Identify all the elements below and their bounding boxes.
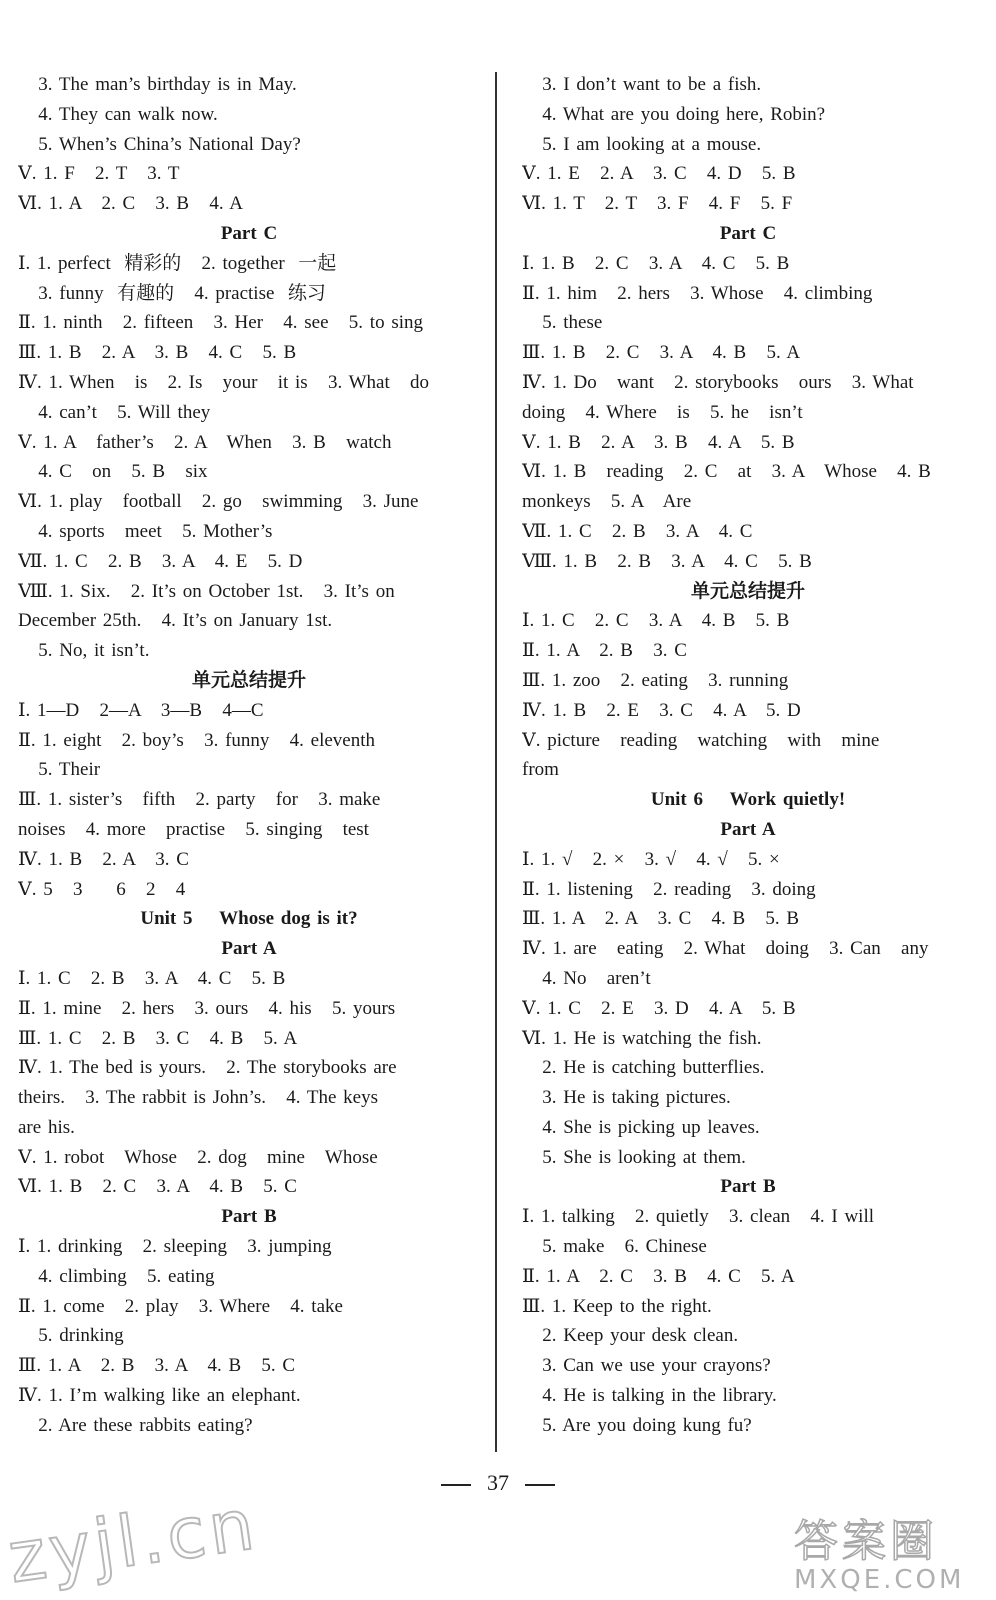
section-heading: Part B: [720, 1176, 776, 1198]
answer-line: Ⅳ. 1. Do want 2. storybooks ours 3. What: [522, 371, 914, 393]
answer-line: 4. He is talking in the library.: [522, 1385, 777, 1407]
answer-line: 5. drinking: [18, 1325, 124, 1347]
section-heading: Part A: [221, 938, 277, 960]
answer-line: Ⅵ. 1. B 2. C 3. A 4. B 5. C: [18, 1176, 297, 1198]
column-divider: [495, 72, 497, 1452]
answer-line: Ⅲ. 1. Keep to the right.: [522, 1295, 712, 1317]
answer-line: 3. funny 有趣的 4. practise 练习: [18, 282, 326, 304]
answer-line: noises 4. more practise 5. singing test: [18, 818, 369, 840]
answer-line: monkeys 5. A Are: [522, 491, 692, 513]
answer-line: 5. Are you doing kung fu?: [522, 1414, 752, 1436]
answer-line: Ⅰ. 1. C 2. C 3. A 4. B 5. B: [522, 610, 790, 632]
answer-line: Ⅵ. 1. T 2. T 3. F 4. F 5. F: [522, 193, 793, 215]
answer-line: Ⅴ. 1. A father’s 2. A When 3. B watch: [18, 431, 392, 453]
answer-line: 4. What are you doing here, Robin?: [522, 103, 826, 125]
answer-line: Ⅲ. 1. sister’s fifth 2. party for 3. make: [18, 789, 381, 811]
answer-line: Ⅵ. 1. play football 2. go swimming 3. June: [18, 491, 419, 513]
answer-line: Ⅲ. 1. zoo 2. eating 3. running: [522, 669, 789, 691]
footer-dash-right: [525, 1484, 555, 1486]
answer-line: 3. Can we use your crayons?: [522, 1355, 771, 1377]
section-heading: Unit 6 Work quietly!: [650, 789, 846, 811]
answer-line: 5. these: [522, 312, 603, 334]
answer-line: 5. When’s China’s National Day?: [18, 133, 301, 155]
answer-line: Ⅴ. picture reading watching with mine: [522, 729, 880, 751]
answer-line: Ⅰ. 1. talking 2. quietly 3. clean 4. I will: [522, 1206, 875, 1228]
answer-line: 5. Their: [18, 759, 101, 781]
section-heading: Part C: [719, 222, 777, 244]
answer-line: Ⅳ. 1. are eating 2. What doing 3. Can any: [522, 938, 929, 960]
left-answer-column: [18, 70, 480, 1441]
watermark-logo-text: 答案圈: [794, 1516, 938, 1567]
answer-line: Ⅱ. 1. him 2. hers 3. Whose 4. climbing: [522, 282, 873, 304]
answer-line: Ⅰ. 1. B 2. C 3. A 4. C 5. B: [522, 252, 790, 274]
answer-line: Ⅵ. 1. B reading 2. C at 3. A Whose 4. B: [522, 461, 931, 483]
answer-line: Ⅱ. 1. A 2. B 3. C: [522, 640, 687, 662]
answer-line: Ⅱ. 1. come 2. play 3. Where 4. take: [18, 1295, 343, 1317]
page-number: 37: [487, 1470, 509, 1495]
answer-line: Ⅵ. 1. A 2. C 3. B 4. A: [18, 193, 244, 215]
answer-line: 5. No, it isn’t.: [18, 640, 150, 662]
answer-line: 3. The man’s birthday is in May.: [18, 74, 297, 95]
section-heading: 单元总结提升: [191, 669, 306, 691]
answer-line: 4. She is picking up leaves.: [522, 1116, 760, 1138]
watermark-zyjl: zyjl.cn: [3, 1482, 263, 1600]
answer-line: 2. He is catching butterflies.: [522, 1057, 765, 1079]
answer-line: are his.: [18, 1116, 75, 1138]
answer-line: 4. climbing 5. eating: [18, 1265, 215, 1287]
answer-line: Ⅶ. 1. C 2. B 3. A 4. E 5. D: [18, 550, 303, 572]
answer-line: Ⅲ. 1. B 2. A 3. B 4. C 5. B: [18, 342, 297, 364]
answer-line: Ⅰ. 1—D 2—A 3—B 4—C: [18, 699, 264, 721]
answer-line: Ⅰ. 1. √ 2. × 3. √ 4. √ 5. ×: [522, 848, 780, 870]
answer-line: Ⅴ. 1. C 2. E 3. D 4. A 5. B: [522, 997, 796, 1019]
answer-line: Ⅳ. 1. B 2. A 3. C: [18, 848, 189, 870]
page-footer: [0, 1470, 996, 1496]
footer-dash-left: [441, 1484, 471, 1486]
answer-line: Ⅰ. 1. drinking 2. sleeping 3. jumping: [18, 1236, 332, 1258]
answer-line: Ⅴ. 1. B 2. A 3. B 4. A 5. B: [522, 431, 795, 453]
answer-line: Ⅷ. 1. B 2. B 3. A 4. C 5. B: [522, 550, 812, 572]
answer-line: Ⅷ. 1. Six. 2. It’s on October 1st. 3. It’s on: [18, 580, 395, 602]
answer-line: from: [522, 759, 559, 781]
answer-line: Ⅱ. 1. ninth 2. fifteen 3. Her 4. see 5. to sing: [18, 312, 423, 334]
answer-line: Ⅴ. 5 3 6 2 4: [18, 878, 186, 900]
answer-line: Ⅲ. 1. B 2. C 3. A 4. B 5. A: [522, 342, 801, 364]
answer-line: 2. Keep your desk clean.: [522, 1325, 739, 1347]
section-heading: Part B: [221, 1206, 277, 1228]
answer-line: Ⅱ. 1. mine 2. hers 3. ours 4. his 5. yours: [18, 997, 396, 1019]
answer-line: Ⅱ. 1. eight 2. boy’s 3. funny 4. eleventh: [18, 729, 376, 751]
answer-line: Ⅳ. 1. B 2. E 3. C 4. A 5. D: [522, 699, 801, 721]
answer-line: Ⅰ. 1. perfect 精彩的 2. together 一起: [18, 252, 337, 274]
answer-line: Ⅱ. 1. A 2. C 3. B 4. C 5. A: [522, 1265, 795, 1287]
answer-line: 4. No aren’t: [522, 967, 651, 989]
watermark-mxqe-logo: [794, 1505, 984, 1595]
answer-line: Ⅲ. 1. A 2. B 3. A 4. B 5. C: [18, 1355, 296, 1377]
answer-line: 4. can’t 5. Will they: [18, 401, 211, 423]
answer-line: 4. They can walk now.: [18, 103, 218, 125]
answer-line: December 25th. 4. It’s on January 1st.: [18, 610, 333, 632]
section-heading: Unit 5 Whose dog is it?: [140, 908, 358, 930]
right-answer-column: [522, 70, 974, 1441]
section-heading: Part A: [720, 818, 776, 840]
answer-line: 3. He is taking pictures.: [522, 1087, 731, 1109]
answer-line: Ⅲ. 1. A 2. A 3. C 4. B 5. B: [522, 908, 800, 930]
answer-line: Ⅵ. 1. He is watching the fish.: [522, 1027, 762, 1049]
answer-line: Ⅳ. 1. The bed is yours. 2. The storybooks are: [18, 1057, 397, 1079]
answer-line: Ⅴ. 1. F 2. T 3. T: [18, 163, 180, 185]
answer-line: doing 4. Where is 5. he isn’t: [522, 401, 803, 423]
answer-line: Ⅳ. 1. I’m walking like an elephant.: [18, 1385, 301, 1407]
answer-line: Ⅶ. 1. C 2. B 3. A 4. C: [522, 520, 753, 542]
answer-line: Ⅴ. 1. robot Whose 2. dog mine Whose: [18, 1146, 378, 1168]
answer-line: 5. I am looking at a mouse.: [522, 133, 762, 155]
answer-line: 2. Are these rabbits eating?: [18, 1414, 253, 1436]
section-heading: Part C: [220, 222, 278, 244]
answer-line: 4. sports meet 5. Mother’s: [18, 520, 273, 542]
answer-line: Ⅱ. 1. listening 2. reading 3. doing: [522, 878, 816, 900]
section-heading: 单元总结提升: [690, 580, 805, 602]
watermark-logo-domain: MXQE.COM: [794, 1565, 965, 1595]
answer-line: Ⅰ. 1. C 2. B 3. A 4. C 5. B: [18, 967, 286, 989]
answer-line: 3. I don’t want to be a fish.: [522, 74, 762, 95]
answer-line: Ⅲ. 1. C 2. B 3. C 4. B 5. A: [18, 1027, 298, 1049]
answer-line: Ⅳ. 1. When is 2. Is your it is 3. What do: [18, 371, 430, 393]
answer-line: 5. make 6. Chinese: [522, 1236, 707, 1258]
answer-line: theirs. 3. The rabbit is John’s. 4. The keys: [18, 1087, 378, 1109]
answer-line: 5. She is looking at them.: [522, 1146, 746, 1168]
answer-line: Ⅴ. 1. E 2. A 3. C 4. D 5. B: [522, 163, 796, 185]
answer-line: 4. C on 5. B six: [18, 461, 208, 483]
